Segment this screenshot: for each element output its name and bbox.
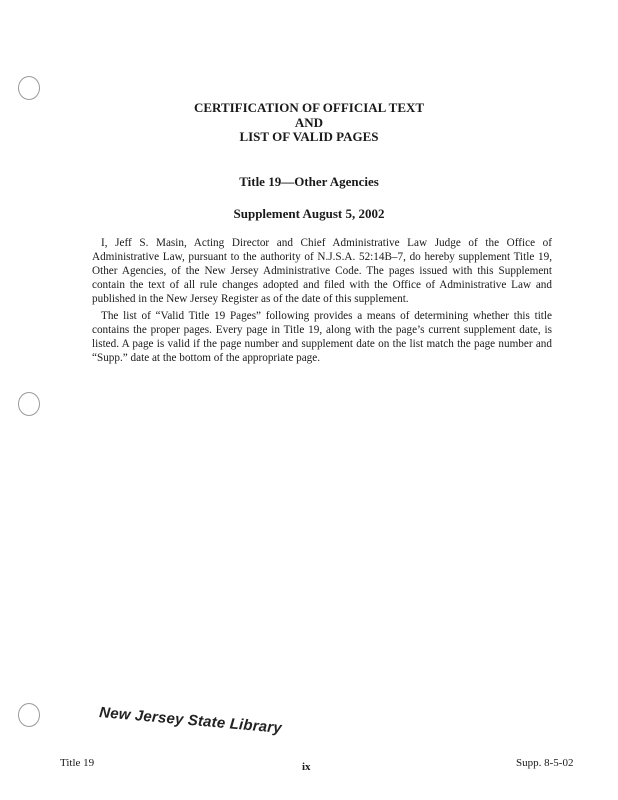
title-heading: Title 19—Other Agencies — [239, 174, 379, 189]
library-stamp: New Jersey State Library — [98, 704, 283, 737]
punch-hole-middle — [18, 392, 40, 416]
punch-hole-top — [18, 76, 40, 100]
valid-pages-paragraph: The list of “Valid Title 19 Pages” following provides a means of determining whether this title contains the proper pages. Every page in Title 19, along with the page’s current supplement date, is listed. A page is valid if the page number and supplement date on the list match the page number and “Supp.” date at the bottom of the appropriate page. — [92, 310, 552, 364]
supplement-date-heading: Supplement August 5, 2002 — [233, 206, 385, 221]
certification-heading: CERTIFICATION OF OFFICIAL TEXT — [193, 100, 425, 115]
certification-paragraph: I, Jeff S. Masin, Acting Director and Chief Administrative Law Judge of the Office of Administrative Law, pursuant to the authority of N.J.S.A. 52:14B–7, do hereby supplement Title 19, Other Agencies, of the New Jersey Administrative Code. The pages issued with this Supplement contain the text of all rule changes adopted and filed with the Office of Administrative Law and published in the New Jersey Register as of the date of this supplement. — [92, 237, 552, 305]
footer-page-number: ix — [302, 761, 311, 773]
footer-title: Title 19 — [60, 757, 95, 769]
footer-supplement: Supp. 8-5-02 — [516, 757, 574, 769]
punch-hole-bottom — [18, 703, 40, 727]
valid-pages-heading: LIST OF VALID PAGES — [239, 129, 379, 144]
certification-heading-and: AND — [294, 115, 324, 130]
